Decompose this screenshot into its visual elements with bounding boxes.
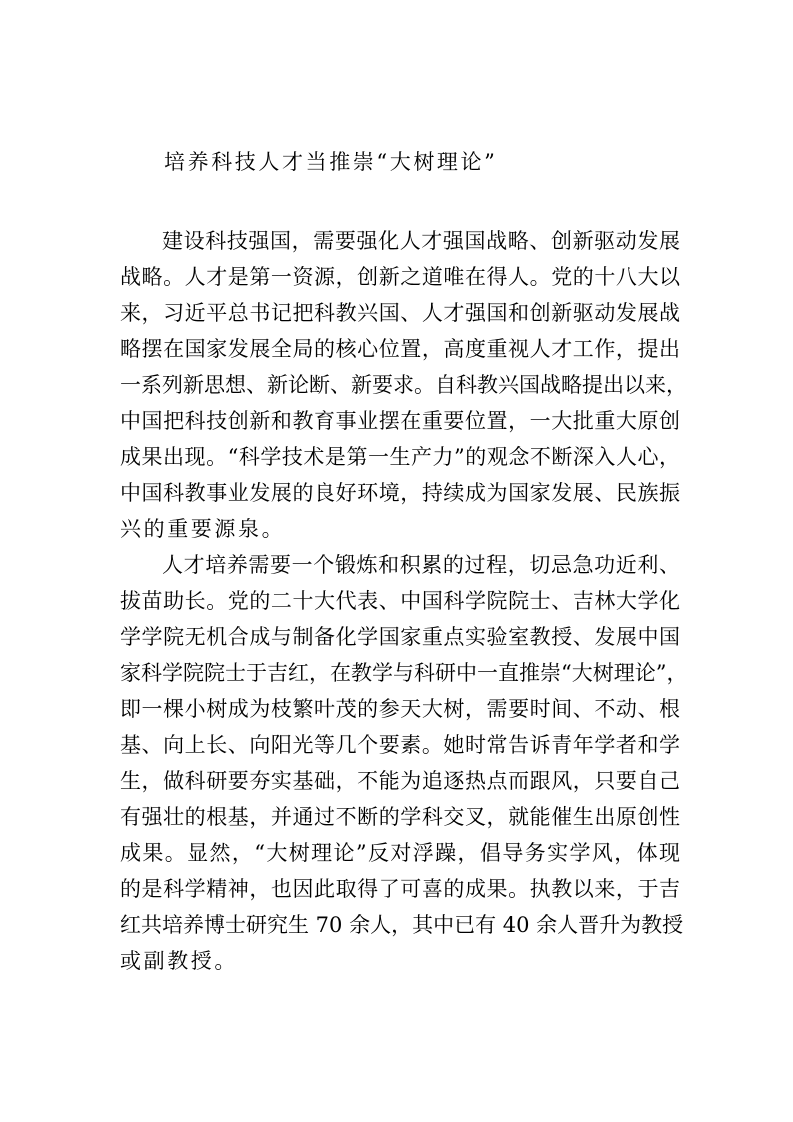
text-line: 一系列新思想、新论断、新要求。自科教兴国战略提出以来， — [120, 373, 687, 397]
text-line: 即一棵小树成为枝繁叶茂的参天大树，需要时间、不动、根 — [120, 697, 680, 721]
document-title: 培养科技人才当推崇“大树理论” — [164, 150, 498, 174]
text-line: 战略。人才是第一资源，创新之道唯在得人。党的十八大以 — [120, 265, 680, 289]
text-line: 有强壮的根基，并通过不断的学科交叉，就能催生出原创性 — [120, 805, 680, 829]
text-line: 兴的重要源泉。 — [120, 517, 286, 541]
text-line: 的是科学精神，也因此取得了可喜的成果。执教以来，于吉 — [120, 877, 680, 901]
text-line: 略摆在国家发展全局的核心位置，高度重视人才工作，提出 — [120, 337, 680, 361]
text-line: 家科学院院士于吉红，在教学与科研中一直推崇“大树理论”， — [120, 661, 688, 685]
text-line: 生，做科研要夯实基础，不能为追逐热点而跟风，只要自己 — [120, 769, 680, 793]
text-line: 学学院无机合成与制备化学国家重点实验室教授、发展中国 — [120, 625, 680, 649]
text-line: 成果出现。“科学技术是第一生产力”的观念不断深入人心， — [120, 445, 680, 469]
text-line: 中国科教事业发展的良好环境，持续成为国家发展、民族振 — [120, 481, 680, 505]
text-line: 或副教授。 — [120, 949, 238, 973]
text-line: 拔苗助长。党的二十大代表、中国科学院院士、吉林大学化 — [120, 589, 680, 613]
text-line: 建设科技强国，需要强化人才强国战略、创新驱动发展 — [162, 229, 680, 253]
text-line: 成果。显然，“大树理论”反对浮躁，倡导务实学风，体现 — [120, 841, 680, 865]
text-line: 人才培养需要一个锻炼和积累的过程，切忌急功近利、 — [162, 553, 680, 577]
text-line: 来，习近平总书记把科教兴国、人才强国和创新驱动发展战 — [120, 301, 680, 325]
text-line: 红共培养博士研究生 70 余人，其中已有 40 余人晋升为教授 — [120, 913, 684, 937]
text-line: 中国把科技创新和教育事业摆在重要位置，一大批重大原创 — [120, 409, 680, 433]
text-line: 基、向上长、向阳光等几个要素。她时常告诉青年学者和学 — [120, 733, 680, 757]
